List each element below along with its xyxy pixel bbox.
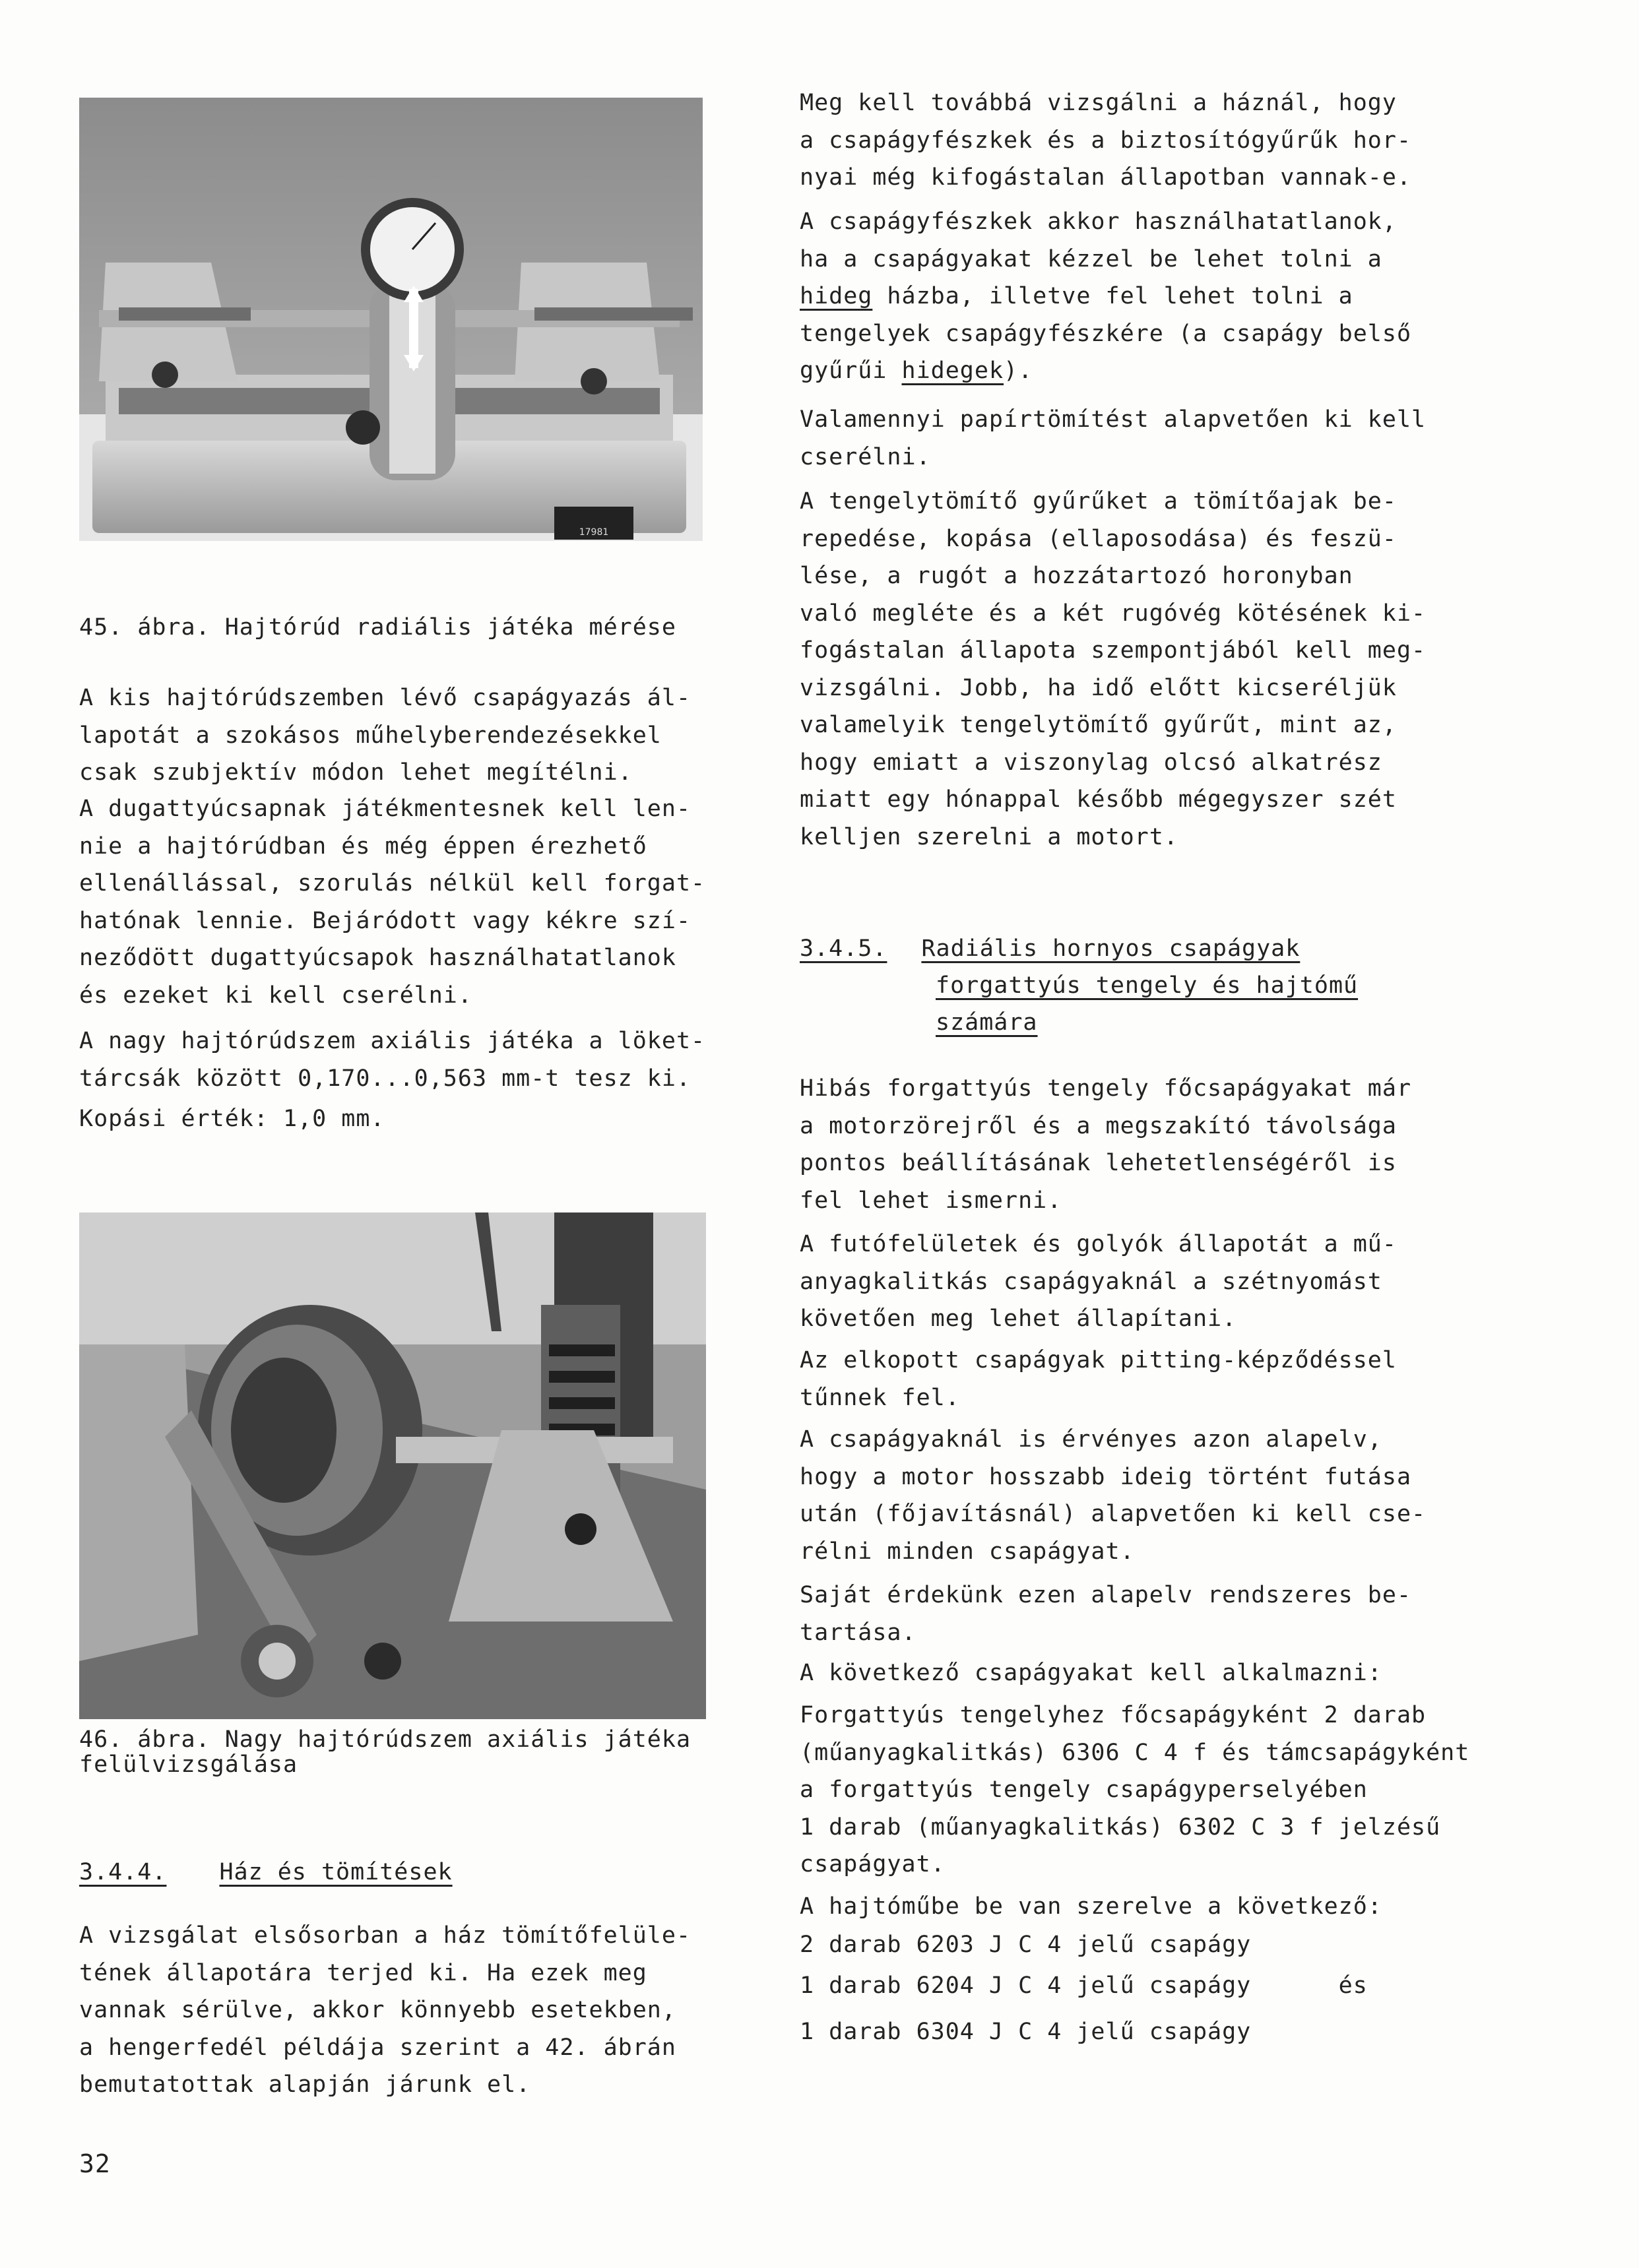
figure-45-plate: 17981: [579, 527, 609, 538]
left-paragraph-4: Kopási érték: 1,0 mm.: [79, 1106, 385, 1132]
section-3-4-5-number: 3.4.5.: [800, 935, 887, 962]
figure-45-photo: [79, 98, 703, 541]
right-paragraph-7: Az elkopott csapágyak pitting-képződéssel tűnnek fel.: [800, 1347, 1397, 1411]
right-paragraph-9: Saját érdekünk ezen alapelv rendszeres be- tartása.: [800, 1582, 1412, 1646]
section-3-4-4-number: 3.4.4.: [79, 1859, 167, 1885]
right-paragraph-12: A hajtóműbe be van szerelve a következő:: [800, 1893, 1382, 1920]
right-paragraph-5: Hibás forgattyús tengely főcsapágyakat már a motorzörejről és a megszakító távolsága pontos beállításának lehetetlenségéről is fel lehet ismerni.: [800, 1075, 1412, 1214]
figure-46-caption: 46. ábra. Nagy hajtórúdszem axiális játéka felülvizsgálása: [79, 1726, 691, 1778]
bearing-line-3: 1 darab 6304 J C 4 jelű csapágy: [800, 2019, 1252, 2045]
figure-45-illustration: [79, 98, 703, 541]
figure-46-illustration: [79, 1213, 706, 1719]
page-number: 32: [79, 2149, 111, 2178]
figure-46-photo: [79, 1213, 706, 1719]
right-paragraph-6: A futófelületek és golyók állapotát a mű- anyagkalitkás csapágyaknál a szétnyomást követően meg lehet állapítani.: [800, 1231, 1397, 1332]
right-paragraph-10: A következő csapágyakat kell alkalmazni:: [800, 1660, 1382, 1686]
left-paragraph-5: A vizsgálat elsősorban a ház tömítőfelüle- tének állapotára terjed ki. Ha ezek meg vannak sérülve, akkor könnyebb esetekben, a hengerfedél példája szerint a 42. ábrán bemutatottak alapján járunk el.: [79, 1922, 691, 2098]
section-3-4-5-heading: [800, 930, 1358, 1041]
right-paragraph-2-part-b: házba, illetve fel lehet tolni a tengelyek csapágyfészkére (a csapágy belső gyűrűi: [800, 283, 1412, 384]
right-paragraph-2: [800, 203, 1486, 390]
right-paragraph-1: Meg kell továbbá vizsgálni a háznál, hogy a csapágyfészkek és a biztosítógyűrűk hor- nyai még kifogástalan állapotban vannak-e.: [800, 90, 1412, 191]
section-3-4-4-title: Ház és tömítések: [219, 1859, 453, 1885]
right-paragraph-2-part-a: A csapágyfészkek akkor használhatatlanok, ha a csapágyakat kézzel be lehet tolni a: [800, 208, 1397, 272]
figure-45-caption: 45. ábra. Hajtórúd radiális játéka mérése: [79, 614, 676, 641]
right-paragraph-2-part-c: ).: [1004, 358, 1033, 384]
left-paragraph-2: A dugattyúcsapnak játékmentesnek kell len- nie a hajtórúdban és még éppen érezhető ellenállással, szorulás nélkül kell forgat- hatónak lennie. Bejáródott vagy kékre szí- neződött dugattyúcsapok használhatatlanok és ezeket ki kell cserélni.: [79, 796, 706, 1009]
section-3-4-5-title-line-1: Radiális hornyos csapágyak: [921, 935, 1301, 962]
right-paragraph-8: A csapágyaknál is érvényes azon alapelv, hogy a motor hosszabb ideig történt futása után (főjavításnál) alapvetően ki kell cse- rélni minden csapágyat.: [800, 1426, 1427, 1565]
bearing-line-1: 2 darab 6203 J C 4 jelű csapágy: [800, 1932, 1252, 1958]
right-paragraph-2-hideg: hideg: [800, 283, 873, 309]
right-paragraph-4: A tengelytömítő gyűrűket a tömítőajak be- repedése, kopása (ellaposodása) és feszü- lése, a rugót a hozzátartozó horonyban való megléte és a két rugóvég kötésének ki- fogástalan állapota szempontjából kell meg- vizsgálni. Jobb, ha idő előtt kicseréljük valamelyik tengelytömítő gyűrűt, mint az, hogy emiatt a viszonylag olcsó alkatrész miatt egy hónappal később mégegyszer szét kelljen szerelni a motort.: [800, 488, 1427, 850]
section-3-4-5-title-line-3: számára: [936, 1009, 1038, 1036]
right-paragraph-2-hidegek: hidegek: [901, 358, 1004, 384]
section-3-4-5-title-line-2: forgattyús tengely és hajtómű: [936, 972, 1359, 999]
bearing-line-2: 1 darab 6204 J C 4 jelű csapágy és: [800, 1972, 1368, 1999]
right-paragraph-11: Forgattyús tengelyhez főcsapágyként 2 darab (műanyagkalitkás) 6306 C 4 f és támcsapágyként a forgattyús tengely csapágyperselyében 1 darab (műanyagkalitkás) 6302 C 3 f jelzésű csapágyat.: [800, 1702, 1470, 1877]
right-paragraph-3: Valamennyi papírtömítést alapvetően ki kell cserélni.: [800, 406, 1427, 470]
left-paragraph-3: A nagy hajtórúdszem axiális játéka a löket- tárcsák között 0,170...0,563 mm-t tesz ki.: [79, 1028, 706, 1092]
section-3-4-4-heading: [79, 1854, 453, 1891]
left-paragraph-1: A kis hajtórúdszemben lévő csapágyazás ál- lapotát a szokásos műhelyberendezésekkel csak szubjektív módon lehet megítélni.: [79, 685, 691, 786]
